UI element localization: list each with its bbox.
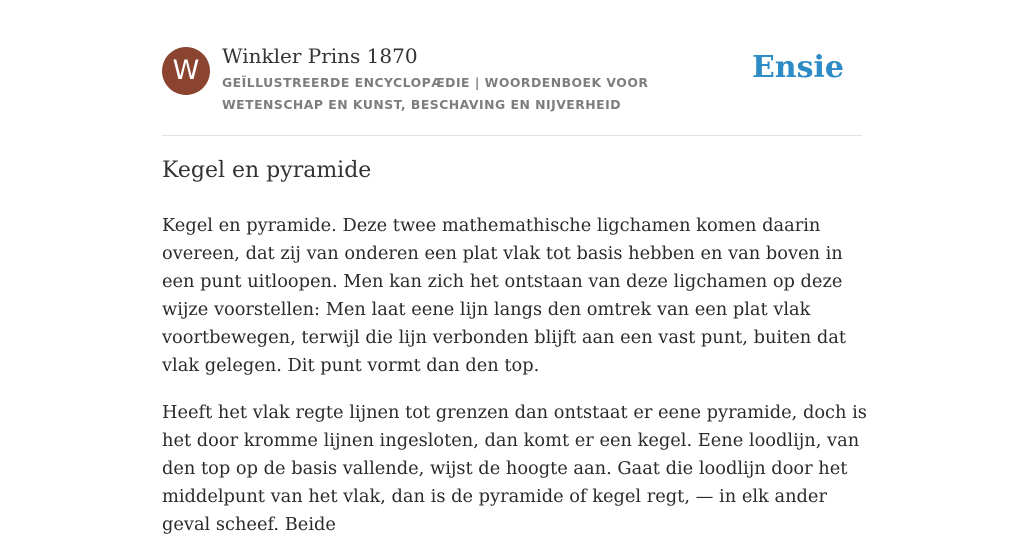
source-subtitle: GEÏLLUSTREERDE ENCYCLOPÆDIE | WOORDENBOEK VOOR WETENSCHAP EN KUNST, BESCHAVING EN NIJVERHEID [222, 75, 649, 112]
article-body [162, 212, 867, 558]
article-paragraph: Heeft het vlak regte lijnen tot grenzen dan ontstaat er eene pyramide, doch is het door kromme lijnen ingesloten, dan komt er een kegel. Eene loodlijn, van den top op de basis vallende, wijst de hoogte aan. Gaat die loodlijn door het middelpunt van het vlak, dan is de pyramide of kegel regt, — in elk ander geval scheef. Beide [162, 402, 867, 535]
source-header [162, 44, 862, 116]
ensie-logo[interactable]: Ensie [751, 50, 844, 85]
source-title[interactable]: Winkler Prins 1870 [222, 44, 418, 68]
article-paragraph: Kegel en pyramide. Deze twee mathemathische ligchamen komen daarin overeen, dat zij van onderen een plat vlak tot basis hebben en van boven in een punt uitloopen. Men kan zich het ontstaan van deze ligchamen op deze wijze voorstellen: Men laat eene lijn langs den omtrek van een plat vlak voortbewegen, terwijl die lijn verbonden blijft aan een vast punt, buiten dat vlak gelegen. Dit punt vormt dan den top. [162, 215, 847, 376]
header-divider [162, 135, 862, 136]
source-avatar[interactable]: W [162, 47, 210, 95]
article-title: Kegel en pyramide [162, 158, 372, 183]
